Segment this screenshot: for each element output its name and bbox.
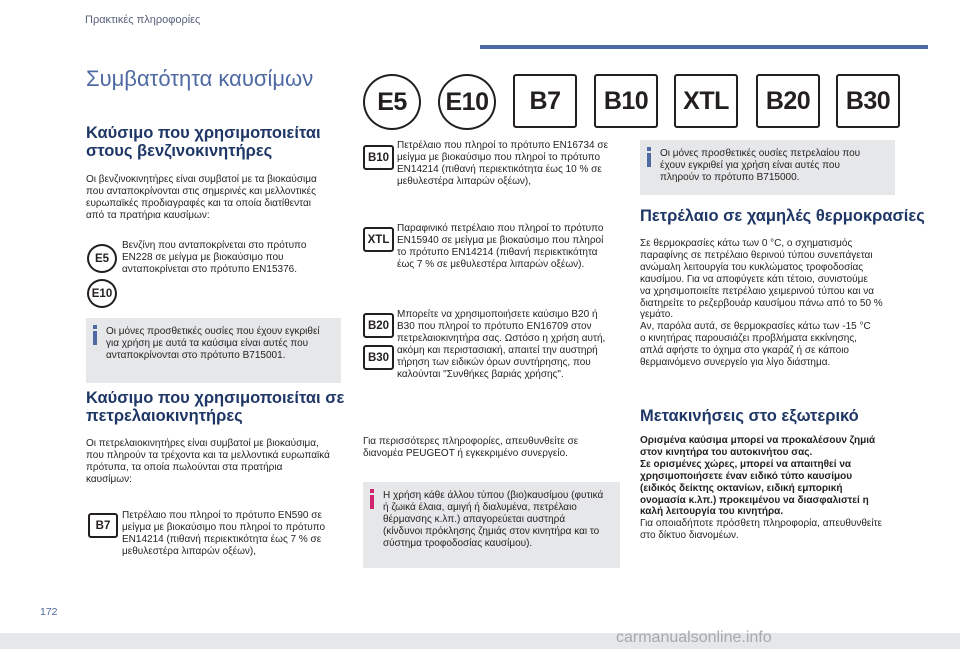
warning-icon — [370, 489, 374, 509]
badge-e5: E5 — [87, 244, 117, 273]
gasoline-badge-text: Βενζίνη που ανταποκρίνεται στο πρότυπο EN228 σε μείγμα με βιοκαύσιμο που ανταποκρίνεται στο πρότυπο EN15376. — [122, 240, 307, 275]
diesel-additive-note: Οι μόνες προσθετικές ουσίες πετρελαίου που έχουν εγκριθεί για χρήση είναι αυτές που πληρούν το πρότυπο B715000. — [640, 140, 895, 195]
header-accent-bar — [480, 45, 928, 49]
diesel-heading: Καύσιμο που χρησιμοποιείται σε πετρελαιοκινητήρες — [86, 389, 345, 425]
fuel-warning-note: Η χρήση κάθε άλλου τύπου (βιο)καυσίμου (φυτικά ή ζωικά έλαια, αμιγή ή διαλυμένα, πετρέλαιο θέρμανσης κ.λπ.) απαγορεύεται αυστηρά (κίνδυνοι πρόκλησης ζημιάς στον κινητήρα και το σύστημα τροφοδοσίας καυσίμου). — [363, 482, 620, 568]
fuel-badge-e5: E5 — [363, 74, 421, 130]
badge-xtl: XTL — [363, 227, 394, 252]
fuel-badge-b20: B20 — [756, 74, 820, 128]
cold-weather-text: Σε θερμοκρασίες κάτω των 0 °C, ο σχηματισμός παραφίνης σε πετρέλαιο θερινού τύπου συνεπάγεται ανώμαλη λειτουργία του κυκλώματος τροφοδοσίας καυσίμου. Για να αποφύγετε κάτι τέτοιο, συνιστούμε να χρησιμοποιείτε πετρέλαιο χειμερινού τύπου και να διατηρείτε το ρεζερβουάρ καυσίμου πάνω από το 50 % γεμάτο. Αν, παρόλα αυτά, σε θερμοκρασίες κάτω των -15 °C ο κινητήρας παρουσιάζει προβλήματα εκκίνησης, απλά αφήστε το όχημα στο γκαράζ ή σε κάποιο θερμαινόμενο συνεργείο για λίγο διάστημα. — [640, 238, 883, 369]
abroad-text: Ορισμένα καύσιμα μπορεί να προκαλέσουν ζημιά στον κινητήρα του αυτοκινήτου σας. Σε ορισμένες χώρες, μπορεί να απαιτηθεί να χρησιμοποιήσετε έναν ειδικό τύπο καυσίμου (ειδικός δείκτης οκτανίων, ειδική εμπορική ονομασία κ.λπ.) προκειμένου να διασφαλιστεί η καλή λειτουργία του κινητήρα. Για οποιαδήποτε πρόσθετη πληροφορία, απευθυνθείτε στο δίκτυο διανομέων. — [640, 435, 883, 542]
fuel-badge-b7: B7 — [513, 74, 577, 128]
xtl-text: Παραφινικό πετρέλαιο που πληροί το πρότυπο EN15940 σε μείγμα με βιοκαύσιμο που πληροί το πρότυπο EN14214 (πιθανή περιεκτικότητα έως 7 % σε μεθυλεστέρα λιπαρών οξέων). — [397, 223, 604, 270]
fuel-badge-xtl: XTL — [674, 74, 738, 128]
watermark: carmanualsonline.info — [616, 629, 772, 646]
badge-b30: B30 — [363, 345, 394, 370]
more-info-text: Για περισσότερες πληροφορίες, απευθυνθείτε σε διανομέα PEUGEOT ή εγκεκριμένο συνεργείο. — [363, 436, 579, 459]
fuel-badge-b30: B30 — [836, 74, 900, 128]
fuel-badge-row — [360, 74, 922, 130]
info-icon — [647, 147, 651, 167]
b20-b30-text: Μπορείτε να χρησιμοποιήσετε καύσιμο B20 ή B30 που πληροί το πρότυπο EN16709 στον πετρελαιοκινητήρα σας. Ωστόσο η χρήση αυτή, ακόμη και περιστασιακή, απαιτεί την αυστηρή τήρηση των ειδικών όρων συντήρησης, που καλούνται "Συνθήκες βαριάς χρήσης". — [397, 309, 606, 380]
page-title: Συμβατότητα καυσίμων — [86, 66, 314, 91]
abroad-heading: Μετακινήσεις στο εξωτερικό — [640, 407, 859, 425]
info-icon — [93, 325, 97, 345]
breadcrumb: Πρακτικές πληροφορίες — [85, 14, 201, 26]
page-number: 172 — [40, 606, 58, 618]
badge-b10: B10 — [363, 145, 394, 170]
b10-text: Πετρέλαιο που πληροί το πρότυπο EN16734 σε μείγμα με βιοκαύσιμο που πληροί το πρότυπο EN14214 (πιθανή περιεκτικότητα έως 10 % σε μεθυλεστέρα λιπαρών οξέων), — [397, 140, 609, 187]
diesel-intro: Οι πετρελαιοκινητήρες είναι συμβατοί με βιοκαύσιμα, που πληρούν τα τρέχοντα και τα μελλοντικά ευρωπαϊκά πρότυπα, τα οποία πωλούνται στα πρατήρια καυσίμων: — [86, 438, 330, 485]
badge-b7: B7 — [88, 513, 118, 538]
badge-b20: B20 — [363, 313, 394, 338]
fuel-badge-b10: B10 — [594, 74, 658, 128]
fuel-badge-e10: E10 — [438, 74, 496, 130]
footer-bar — [0, 633, 960, 649]
gasoline-additive-note: Οι μόνες προσθετικές ουσίες που έχουν εγκριθεί για χρήση με αυτά τα καύσιμα είναι αυτές που ανταποκρίνονται στο πρότυπο B715001. — [86, 318, 341, 383]
diesel-b7-text: Πετρέλαιο που πληροί το πρότυπο EN590 σε μείγμα με βιοκαύσιμο που πληροί το πρότυπο EN14214 (πιθανή περιεκτικότητα έως 7 % σε μεθυλεστέρα λιπαρών οξέων), — [122, 510, 326, 557]
gasoline-intro: Οι βενζινοκινητήρες είναι συμβατοί με τα βιοκαύσιμα που ανταποκρίνονται στις σημερινές και μελλοντικές ευρωπαϊκές προδιαγραφές και τα οποία διατίθενται από τα πρατήρια καυσίμων: — [86, 174, 317, 221]
gasoline-heading: Καύσιμο που χρησιμοποιείται στους βενζινοκινητήρες — [86, 124, 321, 160]
cold-weather-heading: Πετρέλαιο σε χαμηλές θερμοκρασίες — [640, 207, 925, 225]
badge-e10: E10 — [87, 279, 117, 308]
